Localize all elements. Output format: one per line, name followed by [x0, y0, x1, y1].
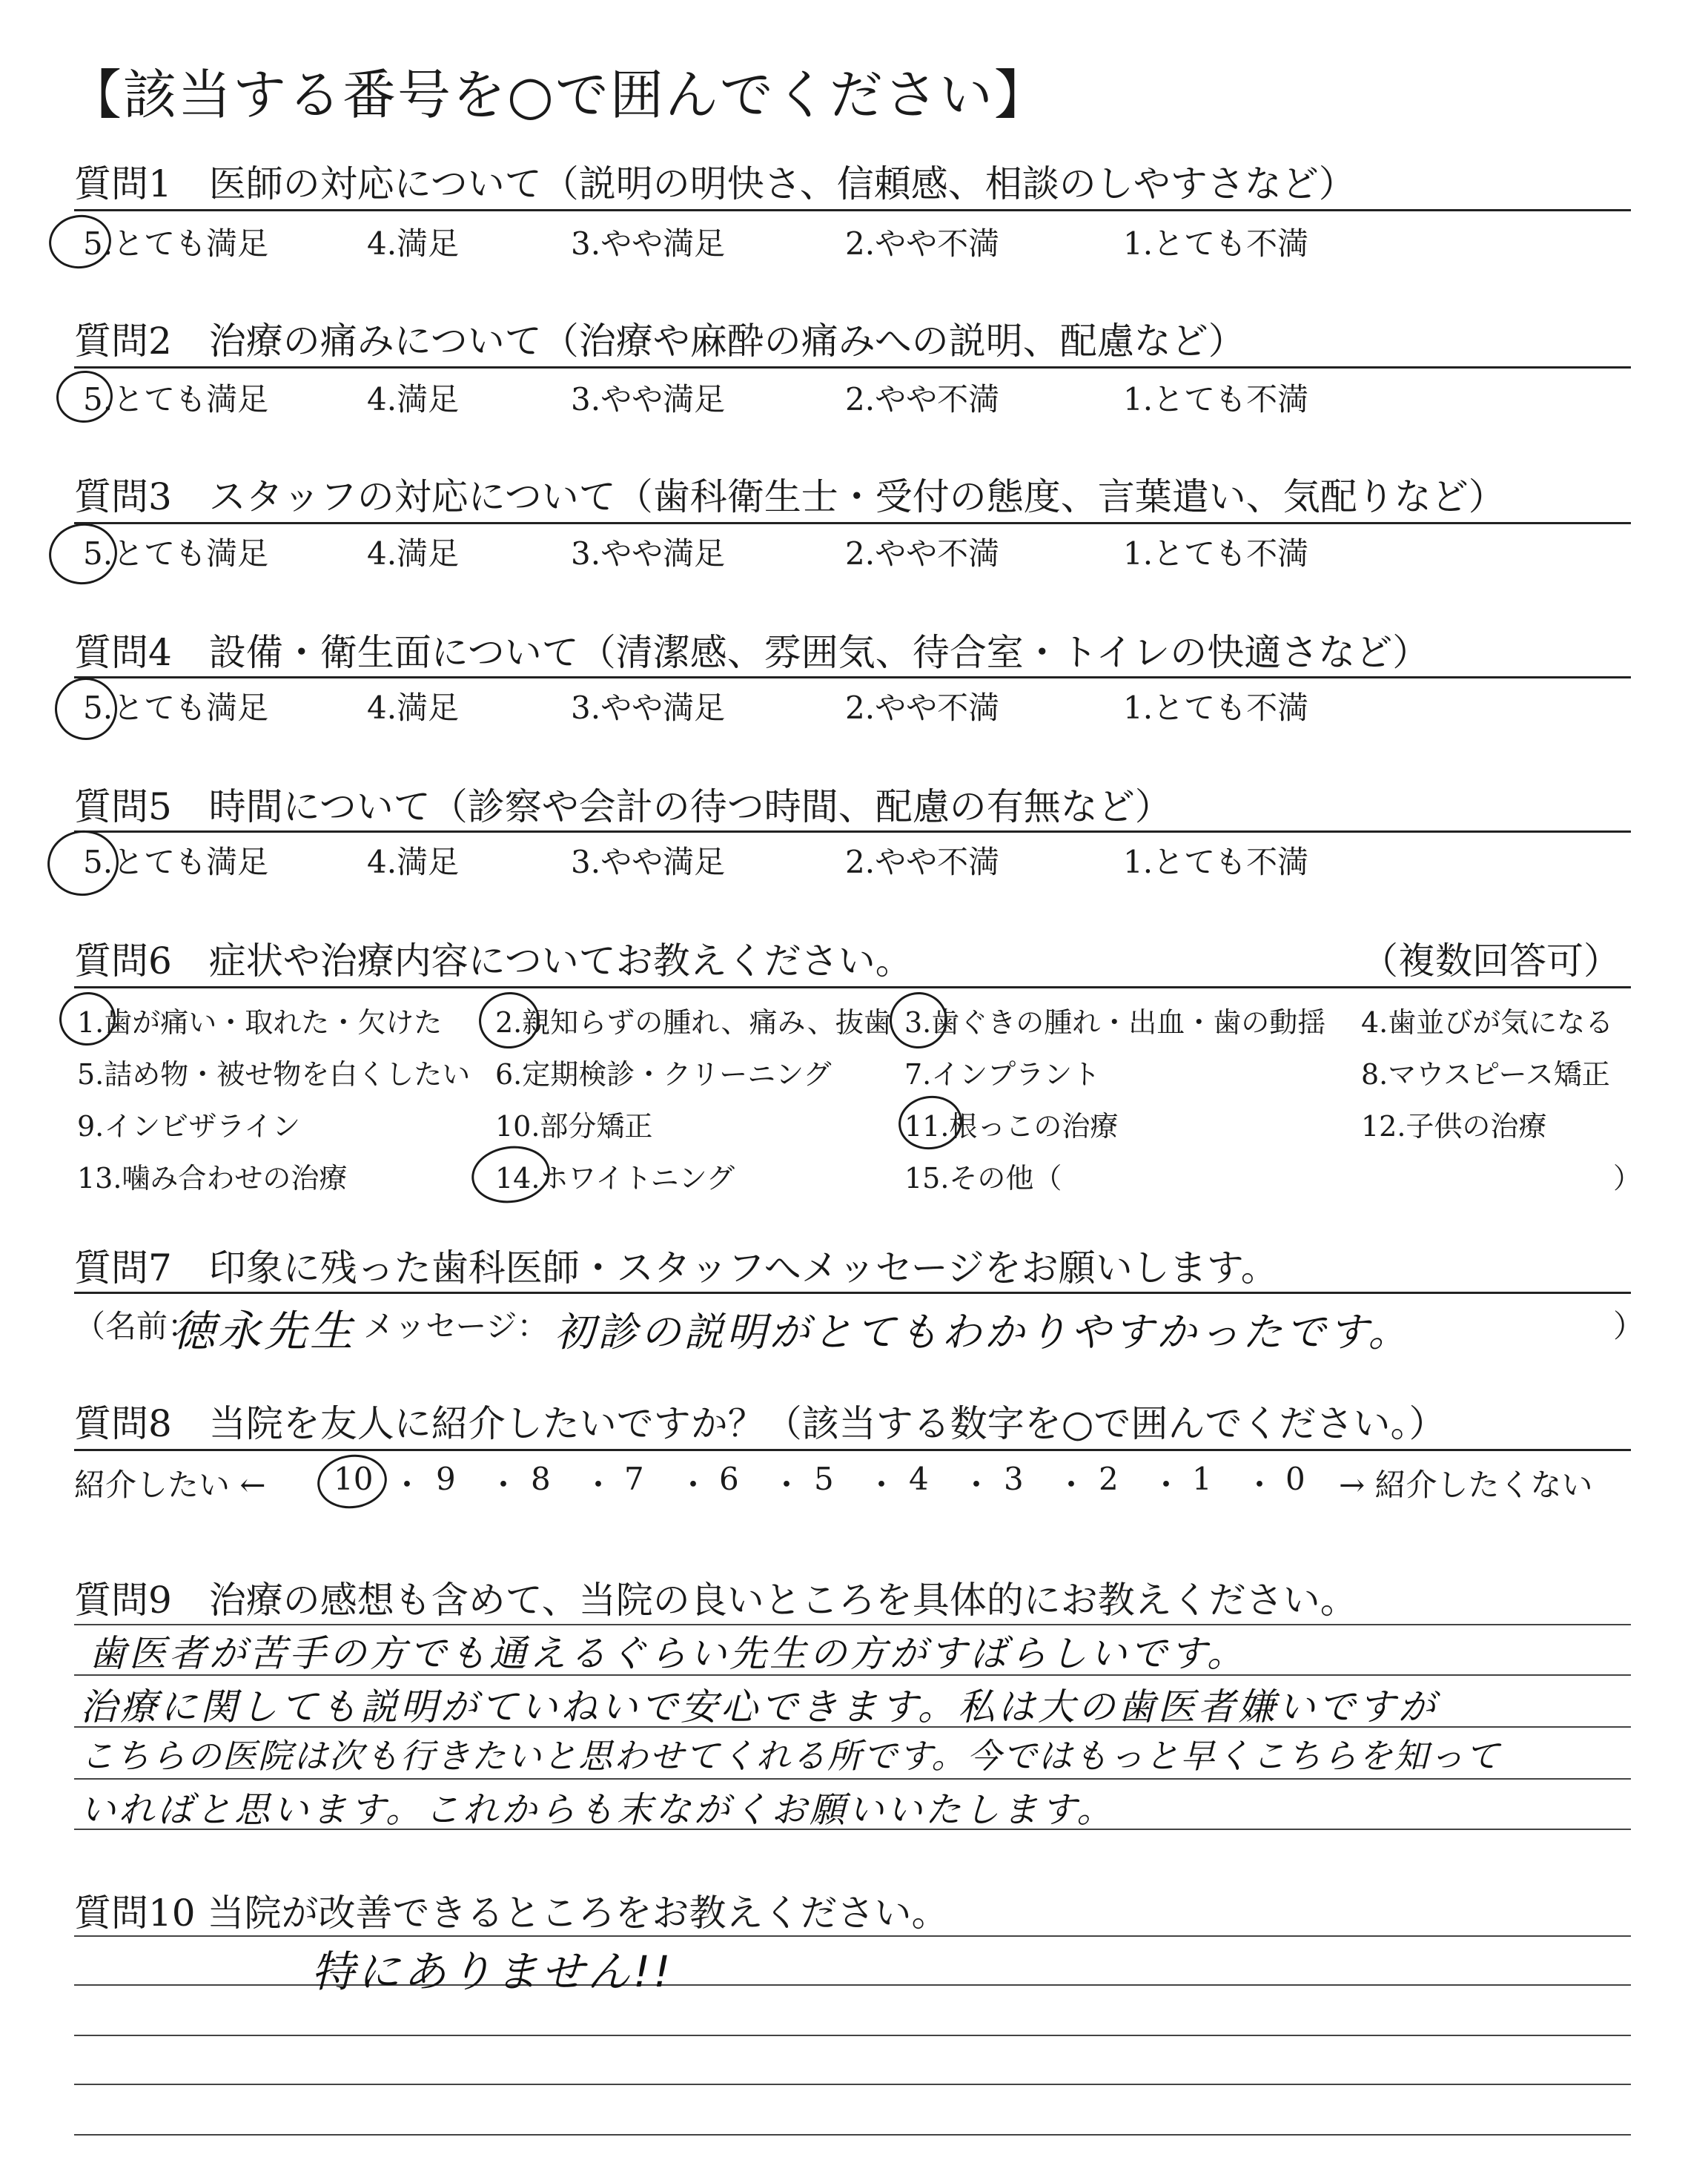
q2-title: 質問2 治療の痛みについて（治療や麻酔の痛みへの説明、配慮など） [74, 320, 1245, 363]
q3-rule [74, 522, 1631, 524]
q7-message-value[interactable]: 初診の説明がとてもわかりやすかったです。 [555, 1309, 1411, 1355]
q6-selected-circle-2 [475, 988, 543, 1053]
q3-option-3[interactable]: 3.やや満足 [571, 535, 726, 572]
q2-option-2[interactable]: 2.やや不満 [845, 381, 1000, 417]
q6-selected-circle-3 [886, 988, 951, 1052]
q8-scale-0[interactable]: 0 [1285, 1461, 1305, 1497]
q9-title: 質問9 治療の感想も含めて、当院の良いところを具体的にお教えください。 [74, 1579, 1357, 1622]
q8-left-label: 紹介したい ← [74, 1467, 266, 1503]
q8-scale-3[interactable]: 3 [1004, 1461, 1024, 1497]
q8-rule [74, 1449, 1631, 1451]
q8-right-label: → 紹介したくない [1339, 1467, 1593, 1503]
q6-option-7[interactable]: 7.インプラント [904, 1058, 1101, 1091]
q8-scale-6[interactable]: 6 [719, 1461, 739, 1497]
q1-option-4[interactable]: 4.満足 [367, 225, 460, 262]
q8-scale-8[interactable]: 8 [531, 1461, 551, 1497]
q8-scale-9[interactable]: 9 [436, 1461, 456, 1497]
q6-option-13[interactable]: 13.噛み合わせの治療 [77, 1162, 348, 1195]
q6-option-12[interactable]: 12.子供の治療 [1361, 1110, 1547, 1143]
q8-scale-2[interactable]: 2 [1099, 1461, 1119, 1497]
q8-scale-4[interactable]: 4 [909, 1461, 929, 1497]
q6-option-6[interactable]: 6.定期検診・クリーニング [495, 1058, 832, 1091]
q8-scale-7[interactable]: 7 [624, 1461, 644, 1497]
q6-option-1[interactable]: 1.歯が痛い・取れた・欠けた [77, 1006, 443, 1039]
q7-title: 質問7 印象に残った歯科医師・スタッフへメッセージをお願いします。 [74, 1246, 1278, 1289]
q9-answer-line-3[interactable]: こちらの医院は次も行きたいと思わせてくれる所です。今ではもっと早くこちらを知って [80, 1736, 1501, 1776]
q1-option-1[interactable]: 1.とても不満 [1123, 225, 1309, 262]
q8-scale-dot: ・ [1244, 1467, 1276, 1503]
q6-option-4[interactable]: 4.歯並びが気になる [1361, 1006, 1614, 1039]
q10-line-2 [74, 1984, 1631, 1986]
q6-option-11[interactable]: 11.根っこの治療 [904, 1110, 1119, 1143]
q6-other-close-paren: ） [1613, 1162, 1642, 1195]
q9-answer-line-4[interactable]: いればと思います。これからも末ながくお願いいたします。 [80, 1789, 1116, 1831]
q10-answer[interactable]: 特にありません!! [311, 1946, 674, 1997]
q3-option-4[interactable]: 4.満足 [367, 535, 460, 572]
q6-selected-circle-14 [468, 1141, 554, 1208]
q5-option-1[interactable]: 1.とても不満 [1123, 844, 1309, 880]
q8-scale-dot: ・ [678, 1467, 709, 1503]
q4-title: 質問4 設備・衛生面について（清潔感、雰囲気、待合室・トイレの快適さなど） [74, 631, 1430, 674]
q4-option-3[interactable]: 3.やや満足 [571, 690, 726, 726]
q10-line-5 [74, 2134, 1631, 2136]
q1-option-3[interactable]: 3.やや満足 [571, 225, 726, 262]
q5-option-2[interactable]: 2.やや不満 [845, 844, 1000, 880]
q1-title: 質問1 医師の対応について（説明の明快さ、信頼感、相談のしやすさなど） [74, 162, 1356, 205]
q6-option-15[interactable]: 15.その他（ [904, 1162, 1062, 1195]
q8-scale-dot: ・ [866, 1467, 898, 1503]
q3-title: 質問3 スタッフの対応について（歯科衛生士・受付の態度、言葉遣い、気配りなど） [74, 475, 1506, 518]
q9-answer-line-1[interactable]: 歯医者が苦手の方でも通えるぐらい先生の方がすばらしいです。 [89, 1632, 1247, 1675]
q9-answer-line-2[interactable]: 治療に関しても説明がていねいで安心できます。私は大の歯医者嫌いですが [80, 1685, 1438, 1728]
q1-rule [74, 209, 1631, 211]
q8-scale-dot: ・ [961, 1467, 993, 1503]
q6-option-9[interactable]: 9.インビザライン [77, 1110, 301, 1143]
q2-option-1[interactable]: 1.とても不満 [1123, 381, 1309, 417]
q8-title: 質問8 当院を友人に紹介したいですか？（該当する数字を○で囲んでください。） [74, 1402, 1446, 1445]
q6-title: 質問6 症状や治療内容についてお教えください。 [74, 939, 913, 982]
q9-line-4 [74, 1778, 1631, 1780]
q3-option-1[interactable]: 1.とても不満 [1123, 535, 1309, 572]
q8-scale-dot: ・ [488, 1467, 520, 1503]
q8-selected-circle [314, 1450, 390, 1513]
q10-line-3 [74, 2035, 1631, 2036]
q8-scale-dot: ・ [771, 1467, 803, 1503]
q1-option-2[interactable]: 2.やや不満 [845, 225, 1000, 262]
q6-option-3[interactable]: 3.歯ぐきの腫れ・出血・歯の動揺 [904, 1006, 1326, 1039]
q5-option-4[interactable]: 4.満足 [367, 844, 460, 880]
q4-option-5[interactable]: 5.とても満足 [83, 690, 269, 726]
q7-rule [74, 1292, 1631, 1294]
q5-title: 質問5 時間について（診察や会計の待つ時間、配慮の有無など） [74, 785, 1172, 828]
q6-option-8[interactable]: 8.マウスピース矯正 [1361, 1058, 1610, 1091]
q7-name-value[interactable]: 徳永先生 [172, 1306, 357, 1356]
q8-scale-10[interactable]: 10 [334, 1461, 374, 1497]
q4-rule [74, 676, 1631, 678]
q2-rule [74, 366, 1631, 369]
q7-close-paren: ） [1613, 1308, 1645, 1344]
q6-option-14[interactable]: 14.ホワイトニング [495, 1162, 735, 1195]
form-header: 【該当する番号を○で囲んでください】 [68, 64, 1049, 126]
q7-name-label: （名前： [74, 1308, 199, 1344]
q5-option-5[interactable]: 5.とても満足 [83, 844, 269, 880]
q8-scale-dot: ・ [1151, 1467, 1182, 1503]
q6-multiple-note: （複数回答可） [1361, 939, 1621, 982]
q6-option-5[interactable]: 5.詰め物・被せ物を白くしたい [77, 1058, 471, 1091]
q10-line-1 [74, 1935, 1631, 1937]
q6-rule [74, 986, 1631, 988]
q6-selected-circle-11 [895, 1091, 965, 1153]
q5-selected-circle [43, 826, 122, 901]
q8-scale-dot: ・ [391, 1467, 423, 1503]
q6-option-10[interactable]: 10.部分矯正 [495, 1110, 653, 1143]
q8-scale-dot: ・ [1056, 1467, 1088, 1503]
q4-option-1[interactable]: 1.とても不満 [1123, 690, 1309, 726]
q4-option-4[interactable]: 4.満足 [367, 690, 460, 726]
q1-option-5[interactable]: 5.とても満足 [83, 225, 269, 262]
q10-line-4 [74, 2084, 1631, 2085]
q10-title: 質問10 当院が改善できるところをお教えください。 [74, 1892, 949, 1935]
q2-option-3[interactable]: 3.やや満足 [571, 381, 726, 417]
q8-scale-5[interactable]: 5 [814, 1461, 834, 1497]
q5-rule [74, 830, 1631, 833]
q3-option-2[interactable]: 2.やや不満 [845, 535, 1000, 572]
q4-option-2[interactable]: 2.やや不満 [845, 690, 1000, 726]
q2-option-4[interactable]: 4.満足 [367, 381, 460, 417]
q8-scale-dot: ・ [583, 1467, 615, 1503]
q6-option-2[interactable]: 2.親知らずの腫れ、痛み、抜歯 [495, 1006, 892, 1039]
q3-option-5[interactable]: 5.とても満足 [83, 535, 269, 572]
q5-option-3[interactable]: 3.やや満足 [571, 844, 726, 880]
q7-message-label: メッセージ： [363, 1308, 549, 1344]
q8-scale-1[interactable]: 1 [1192, 1461, 1212, 1497]
q2-option-5[interactable]: 5.とても満足 [83, 381, 269, 417]
